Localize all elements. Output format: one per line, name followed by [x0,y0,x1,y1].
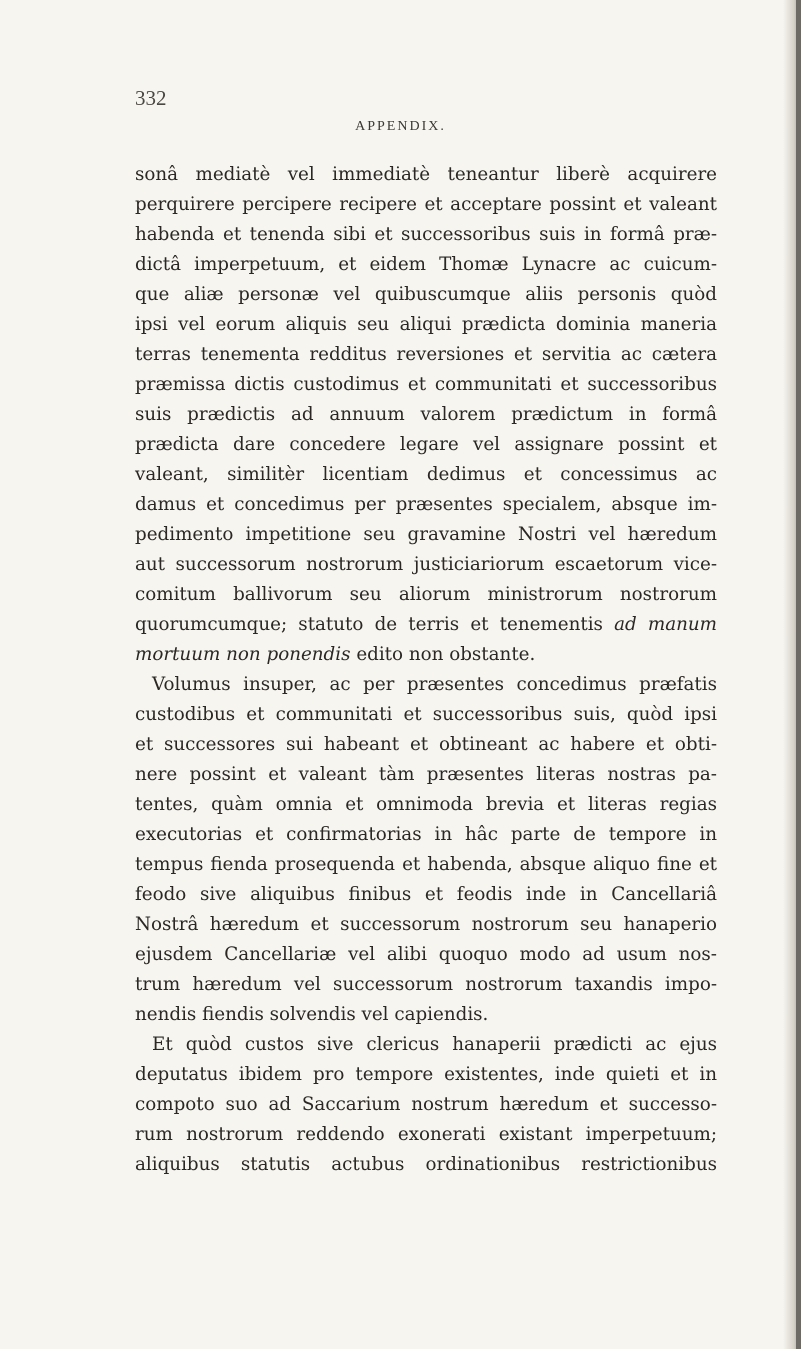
text-line: ipsi vel eorum aliquis seu aliqui prædicta dominia maneria [135,314,717,335]
text-line: custodibus et communitati et successoribus suis, quòd ipsi [135,704,717,725]
text-line: habenda et tenenda sibi et successoribus suis in formâ præ- [135,224,717,245]
paragraph-start-line: Volumus insuper, ac per præsentes concedimus præfatis [152,674,717,695]
running-head: APPENDIX. [355,119,446,134]
text-line: ejusdem Cancellariæ vel alibi quoquo modo ad usum nos- [135,944,717,965]
text-line: executorias et confirmatorias in hâc parte de tempore in [135,824,717,845]
text-span: quorumcumque; statuto de terris et tenementis [135,614,603,635]
italic-phrase: mortuum non ponendis [135,644,351,665]
text-line: trum hæredum vel successorum nostrorum taxandis impo- [135,974,717,995]
text-line [135,610,717,640]
text-line: aliquibus statutis actubus ordinationibus restrictionibus [135,1154,717,1175]
text-line: Nostrâ hæredum et successorum nostrorum seu hanaperio [135,914,717,935]
text-line: que aliæ personæ vel quibuscumque aliis personis quòd [135,284,717,305]
text-line: perquirere percipere recipere et acceptare possint et valeant [135,194,717,215]
text-line: valeant, similitèr licentiam dedimus et concessimus ac [135,464,717,485]
text-line: pedimento impetitione seu gravamine Nostri vel hæredum [135,524,717,545]
text-line: compoto suo ad Saccarium nostrum hæredum et successo- [135,1094,717,1115]
text-line [135,640,535,670]
text-line: damus et concedimus per præsentes specialem, absque im- [135,494,717,515]
text-line: aut successorum nostrorum justiciariorum escaetorum vice- [135,554,717,575]
text-line: nendis fiendis solvendis vel capiendis. [135,1004,489,1025]
text-line: et successores sui habeant et obtineant ac habere et obti- [135,734,717,755]
italic-phrase: ad manum [614,614,718,635]
text-line: dictâ imperpetuum, et eidem Thomæ Lynacre ac cuicum- [135,254,717,275]
text-line: nere possint et valeant tàm præsentes literas nostras pa- [135,764,717,785]
text-line: sonâ mediatè vel immediatè teneantur liberè acquirere [135,164,717,185]
page-edge [796,0,801,1349]
text-line: prædicta dare concedere legare vel assignare possint et [135,434,717,455]
text-line: feodo sive aliquibus finibus et feodis inde in Cancellariâ [135,884,717,905]
text-line: comitum ballivorum seu aliorum ministrorum nostrorum [135,584,717,605]
paragraph-start-line: Et quòd custos sive clericus hanaperii prædicti ac ejus [152,1034,717,1055]
text-span: edito non obstante. [356,644,536,665]
text-line: præmissa dictis custodimus et communitati et successoribus [135,374,717,395]
text-line: tentes, quàm omnia et omnimoda brevia et literas regias [135,794,717,815]
text-line: terras tenementa redditus reversiones et servitia ac cætera [135,344,717,365]
text-line: tempus fienda prosequenda et habenda, absque aliquo fine et [135,854,717,875]
text-line: rum nostrorum reddendo exonerati existant imperpetuum; [135,1124,717,1145]
page-number: 332 [135,86,167,110]
text-line: deputatus ibidem pro tempore existentes, inde quieti et in [135,1064,717,1085]
text-line: suis prædictis ad annuum valorem prædictum in formâ [135,404,717,425]
